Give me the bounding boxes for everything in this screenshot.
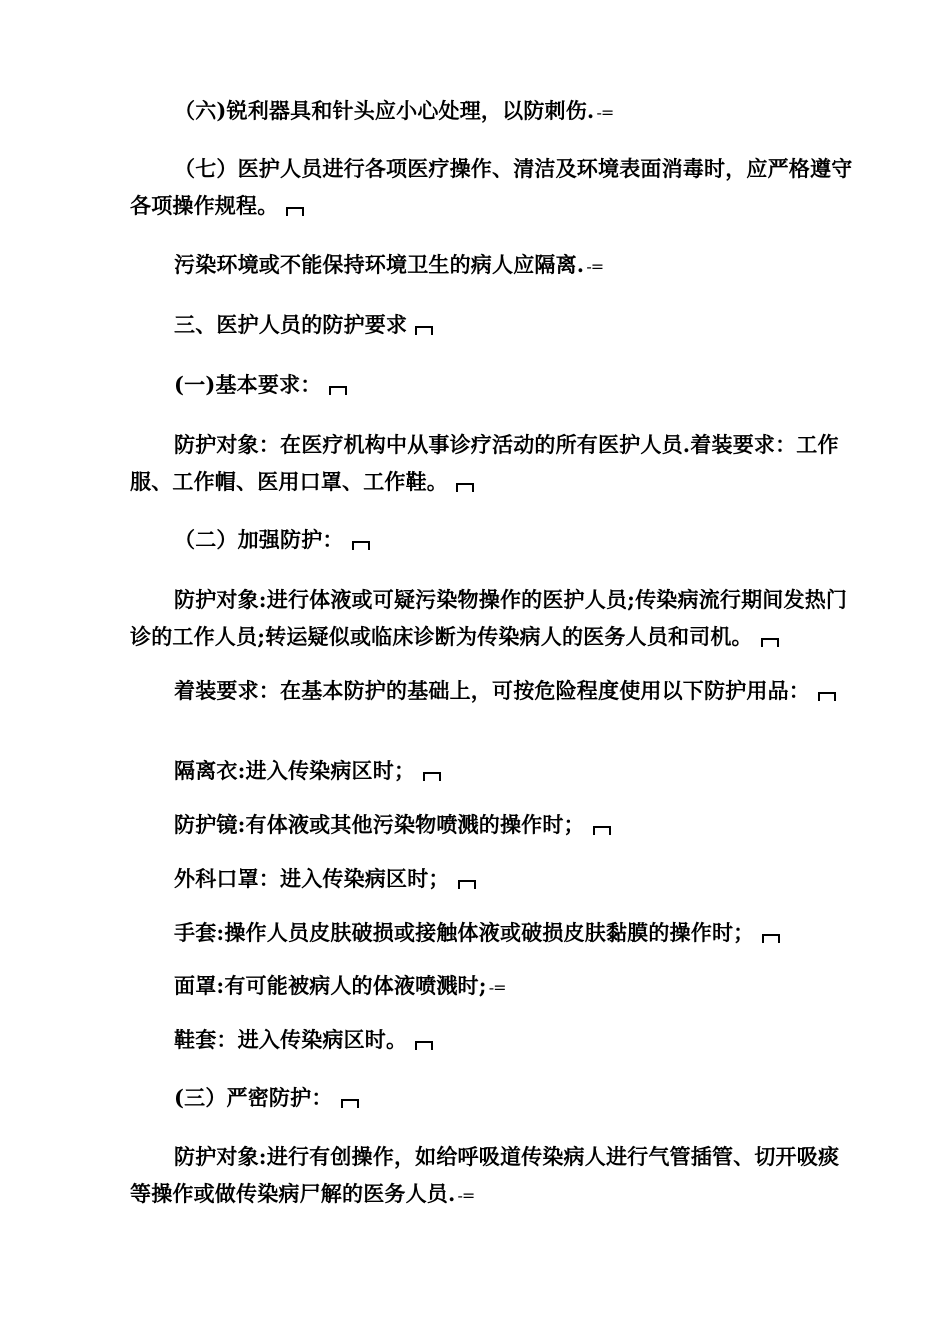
list-item-mask [130,860,855,897]
paragraph-mark-icon [423,772,441,781]
paragraph-text: 防护镜:有体液或其他污染物喷溅的操作时； [174,812,585,837]
paragraph-text: 外科口罩：进入传染病区时； [174,866,450,891]
paragraph-mark-icon [762,934,780,943]
paragraph-mark-icon [456,483,474,492]
paragraph-mark: -= [596,103,614,122]
paragraph-mark-icon [329,386,347,395]
list-item-gown [130,752,855,789]
paragraph-mark-icon [761,638,779,647]
subheading-basic [130,366,855,403]
paragraph-text: 防护对象:进行体液或可疑污染物操作的医护人员;传染病流行期间发热门诊的工作人员;转运疑似或临床诊断为传染病人的医务人员和司机。 [130,587,848,649]
paragraph-text: (一)基本要求： [174,372,322,397]
paragraph-mark-icon [415,326,433,335]
list-item-gloves [130,914,855,951]
list-item-face-shield [130,967,855,1006]
paragraph-text: 着装要求：在基本防护的基础上，可按危险程度使用以下防护用品： [174,678,810,703]
paragraph-mark: -= [488,978,506,997]
list-item-goggles [130,806,855,843]
list-item-shoe-covers [130,1021,855,1058]
paragraph-text: 污染环境或不能保持环境卫生的病人应隔离. [174,252,585,277]
paragraph-text: 防护对象：在医疗机构中从事诊疗活动的所有医护人员.着装要求：工作服、工作帽、医用口罩、工作鞋。 [130,432,839,494]
paragraph-2 [130,150,855,224]
paragraph-text: 手套:操作人员皮肤破损或接触体液或破损皮肤黏膜的操作时； [174,920,755,945]
paragraph-enhanced-target [130,581,855,655]
paragraph-1 [130,92,855,131]
subheading-strict [130,1079,855,1116]
paragraph-text: 隔离衣:进入传染病区时； [174,758,416,783]
paragraph-text: (三）严密防护： [174,1085,333,1110]
paragraph-mark-icon [352,541,370,550]
subheading-enhanced [130,521,855,558]
paragraph-mark-icon [458,880,476,889]
paragraph-basic-target [130,426,855,500]
paragraph-strict-target [130,1138,855,1214]
paragraph-mark-icon [818,692,836,701]
paragraph-mark-icon [593,826,611,835]
paragraph-text: （七）医护人员进行各项医疗操作、清洁及环境表面消毒时，应严格遵守各项操作规程。 [130,156,853,218]
paragraph-mark-icon [286,207,304,216]
paragraph-text: （六)锐利器具和针头应小心处理，以防刺伤. [174,98,595,123]
paragraph-text: （二）加强防护： [174,527,344,552]
paragraph-mark-icon [415,1041,433,1050]
paragraph-dress-requirements [130,672,855,709]
paragraph-mark: -= [457,1186,475,1205]
paragraph-3 [130,246,855,285]
paragraph-text: 鞋套：进入传染病区时。 [174,1027,408,1052]
paragraph-text: 面罩:有可能被病人的体液喷溅时; [174,973,487,998]
paragraph-text: 三、医护人员的防护要求 [174,312,408,337]
paragraph-mark: -= [586,257,604,276]
section-heading-3 [130,306,855,343]
paragraph-text: 防护对象:进行有创操作，如给呼吸道传染病人进行气管插管、切开吸痰等操作或做传染病尸解的医务人员. [130,1144,840,1206]
paragraph-mark-icon [341,1099,359,1108]
